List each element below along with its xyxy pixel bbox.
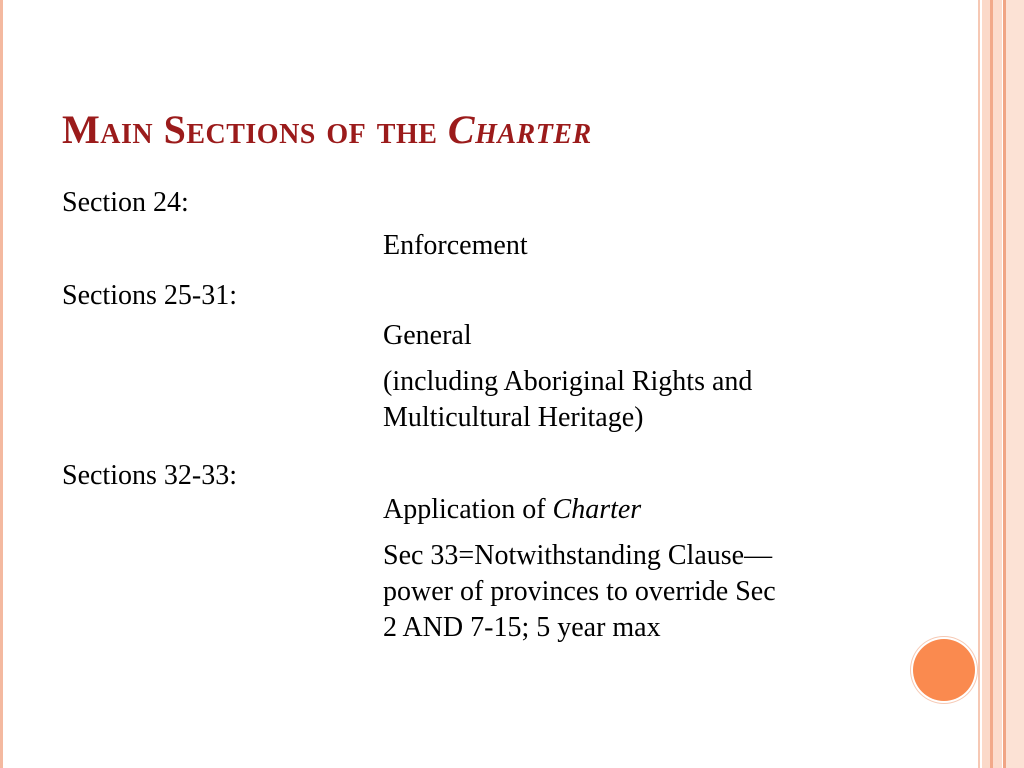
section-item: Sec 33=Notwithstanding Clause— [383, 540, 773, 571]
right-stripe-decoration [978, 0, 980, 768]
title-emphasis: Charter [447, 107, 592, 152]
section-item: Multicultural Heritage) [383, 402, 644, 433]
right-stripe-decoration [993, 0, 1002, 768]
section-item: 2 AND 7-15; 5 year max [383, 612, 661, 643]
slide-title [62, 106, 592, 153]
title-main: Main Sections of the [62, 107, 438, 152]
section-item-application [383, 492, 641, 528]
section-heading: Sections 25-31: [62, 280, 237, 311]
section-item: power of provinces to override Sec [383, 576, 776, 607]
right-stripe-decoration [982, 0, 990, 768]
application-emphasis: Charter [552, 494, 642, 525]
section-heading: Sections 32-33: [62, 460, 237, 491]
section-heading: Section 24: [62, 187, 189, 218]
section-item: (including Aboriginal Rights and [383, 366, 753, 397]
left-border-decoration [0, 0, 3, 768]
section-item: Enforcement [383, 230, 528, 261]
orange-circle-decoration [913, 639, 975, 701]
application-prefix: Application of [383, 494, 546, 525]
right-stripe-decoration [1006, 0, 1024, 768]
section-item: General [383, 320, 472, 351]
